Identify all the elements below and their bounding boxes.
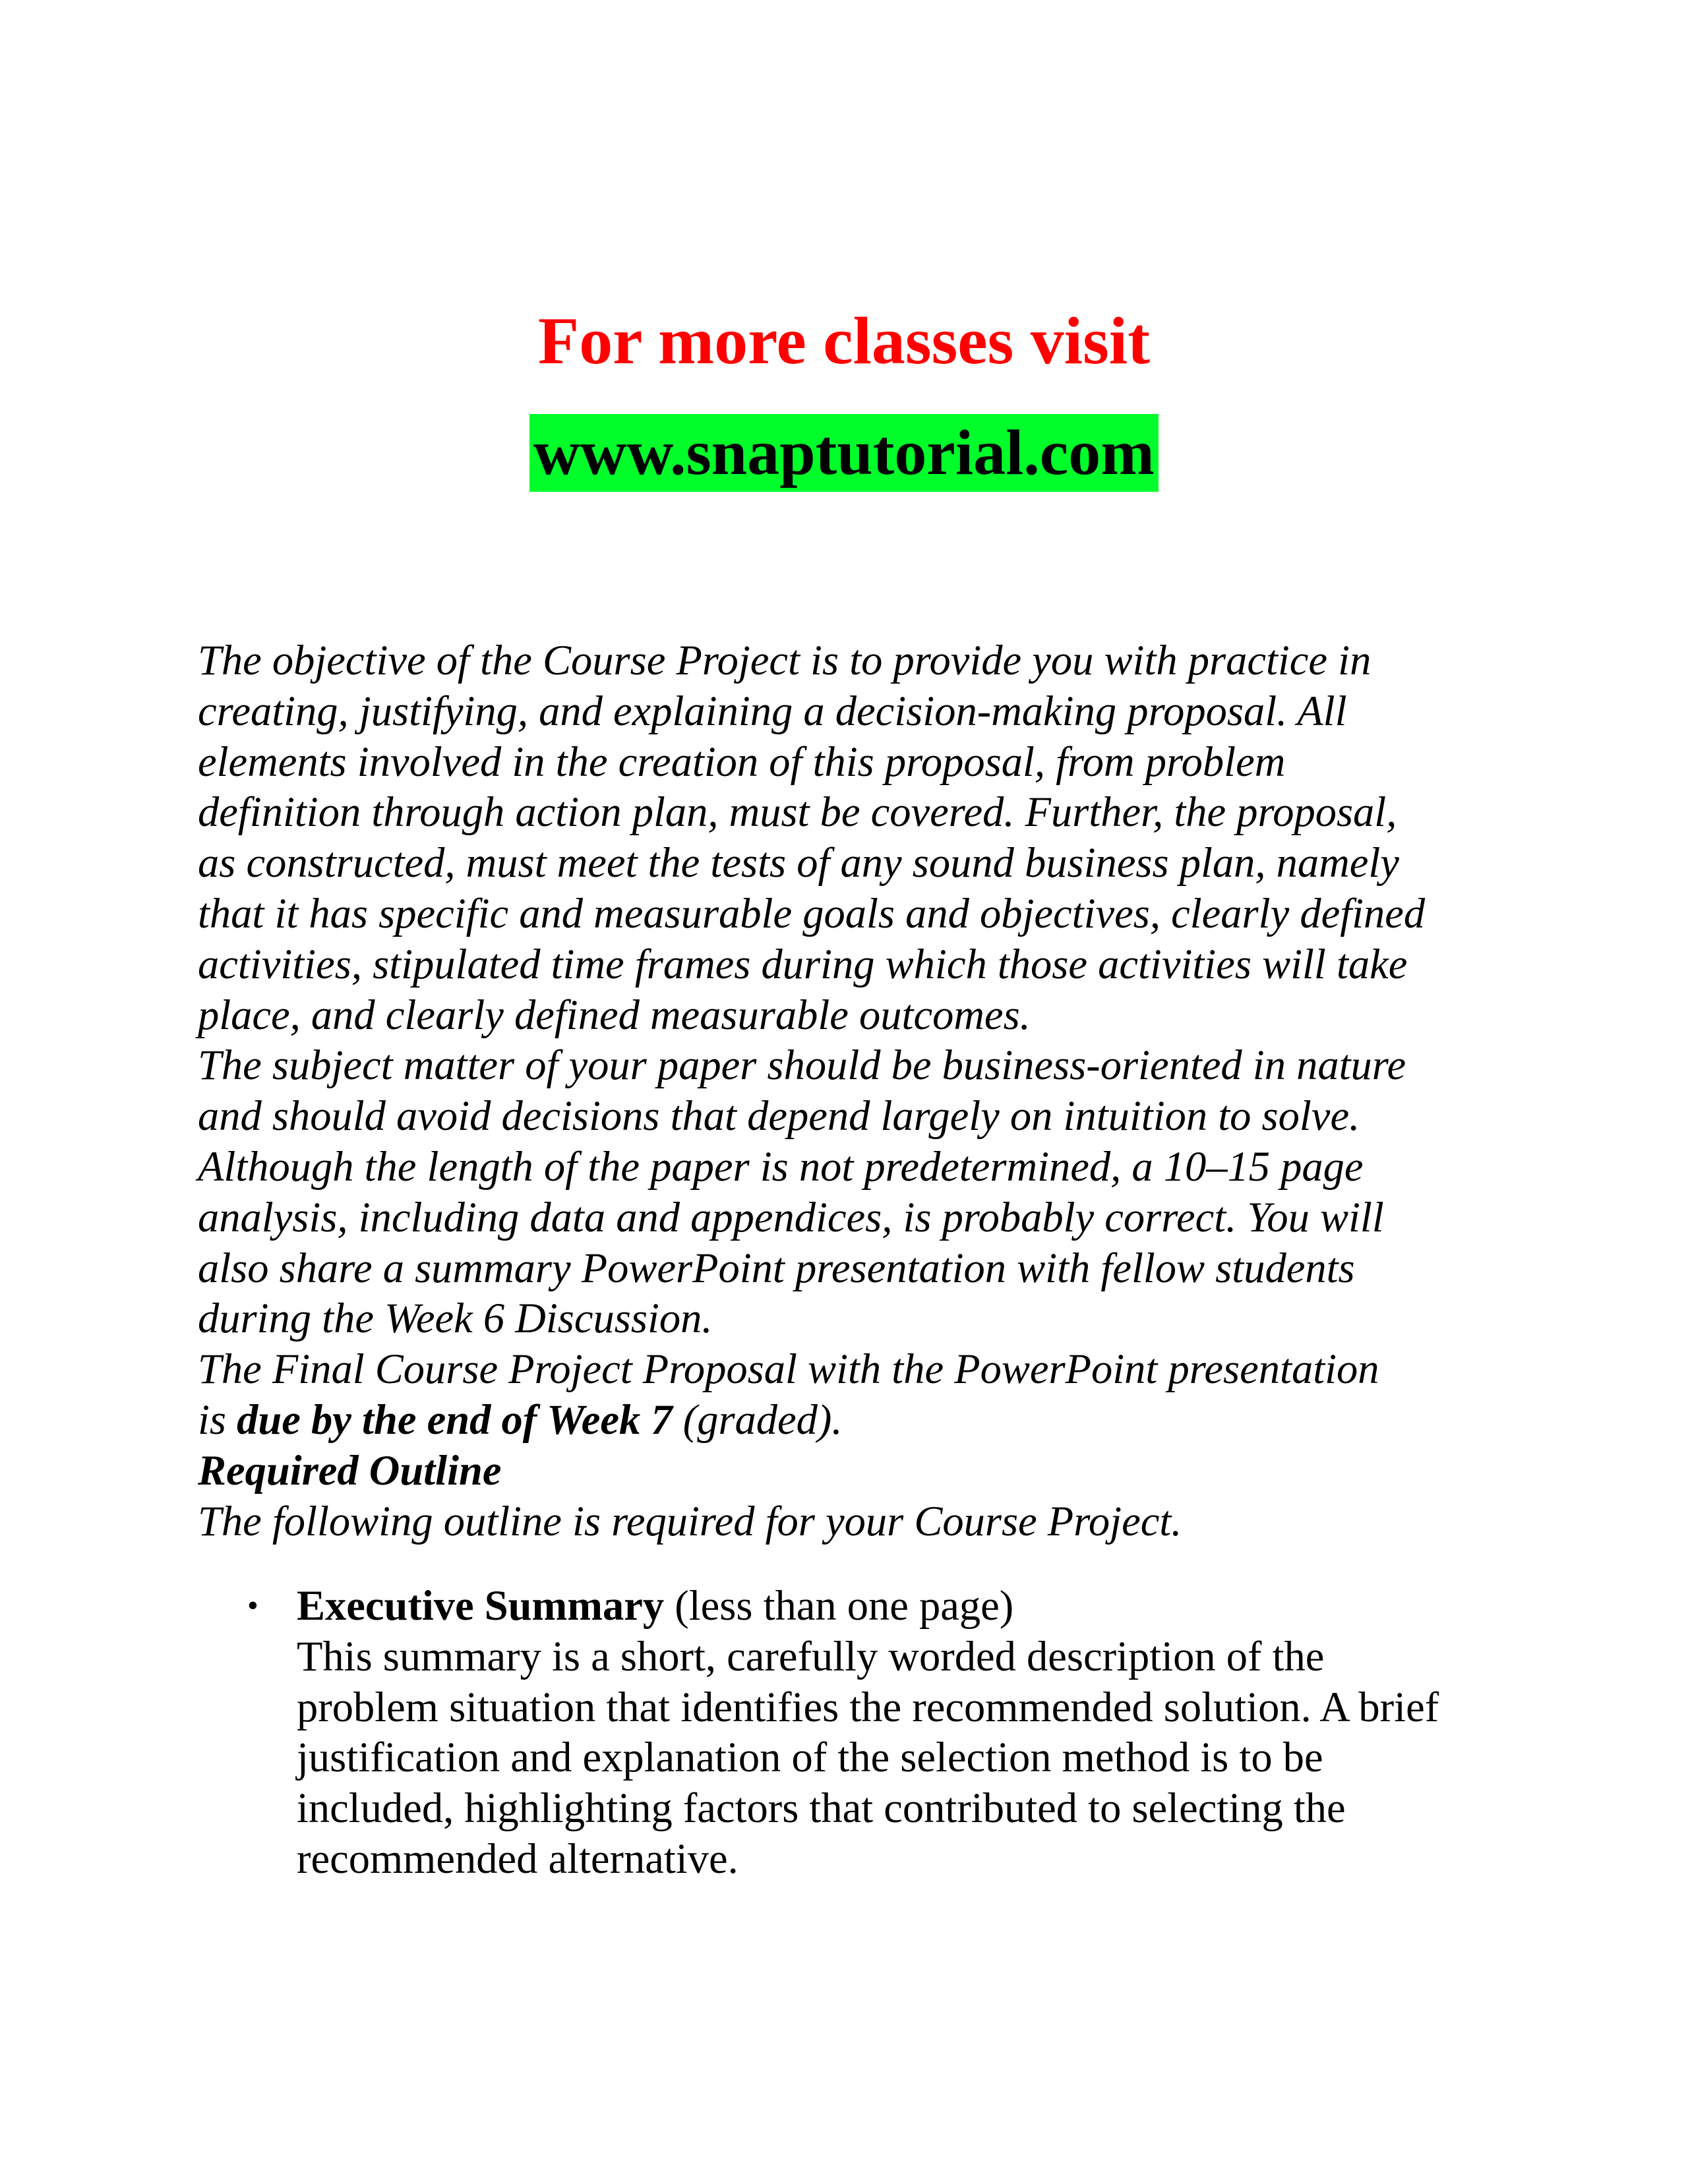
bullet-title-line xyxy=(297,1581,1439,1632)
body-line: also share a summary PowerPoint presentation with fellow students xyxy=(198,1244,1355,1291)
body-line: creating, justifying, and explaining a decision-making proposal. All xyxy=(198,687,1347,734)
bullet-content xyxy=(297,1581,1439,1885)
bullet-line: included, highlighting factors that contributed to selecting the xyxy=(297,1785,1346,1832)
promo-heading xyxy=(0,302,1688,381)
document-body xyxy=(198,635,1523,1547)
body-line: elements involved in the creation of this proposal, from problem xyxy=(198,738,1286,785)
promo-visit-text: For more classes visit xyxy=(537,304,1151,378)
body-line: The Final Course Project Proposal with the PowerPoint presentation xyxy=(198,1345,1379,1393)
outline-heading xyxy=(198,1446,1523,1496)
bullet-line: recommended alternative. xyxy=(297,1835,738,1882)
outline-intro: The following outline is required for your Course Project. xyxy=(198,1497,1182,1545)
bullet-line: problem situation that identifies the recommended solution. A brief xyxy=(297,1683,1439,1730)
body-line: activities, stipulated time frames during which those activities will take xyxy=(198,940,1408,988)
body-line: The objective of the Course Project is to provide you with practice in xyxy=(198,637,1372,684)
body-line: and should avoid decisions that depend largely on intuition to solve. xyxy=(198,1092,1360,1140)
body-line: that it has specific and measurable goals and objectives, clearly defined xyxy=(198,889,1426,937)
due-date-emphasis: due by the end of Week 7 xyxy=(237,1396,673,1443)
due-date-line xyxy=(198,1395,1523,1446)
bullet-line: This summary is a short, carefully worded description of the xyxy=(297,1632,1325,1680)
body-line: analysis, including data and appendices, is probably correct. You will xyxy=(198,1193,1384,1241)
body-line: place, and clearly defined measurable outcomes. xyxy=(198,991,1031,1038)
bullet-line: justification and explanation of the selection method is to be xyxy=(297,1734,1323,1781)
body-line: Although the length of the paper is not predetermined, a 10–15 page xyxy=(198,1142,1364,1190)
body-line: The subject matter of your paper should be business-oriented in nature xyxy=(198,1042,1406,1089)
promo-url-link[interactable]: www.snaptutorial.com xyxy=(529,414,1159,492)
bullet-title-suffix: (less than one page) xyxy=(664,1582,1014,1629)
bullet-title: Executive Summary xyxy=(297,1582,665,1629)
outline-heading-text: Required Outline xyxy=(198,1446,502,1494)
body-line: during the Week 6 Discussion. xyxy=(198,1295,713,1342)
promo-url-line xyxy=(0,414,1688,511)
body-line: as constructed, must meet the tests of any sound business plan, namely xyxy=(198,839,1399,887)
due-prefix: is xyxy=(198,1396,237,1443)
bullet-marker: • xyxy=(247,1588,258,1623)
body-line: definition through action plan, must be covered. Further, the proposal, xyxy=(198,788,1397,836)
due-suffix: (graded). xyxy=(672,1396,843,1443)
